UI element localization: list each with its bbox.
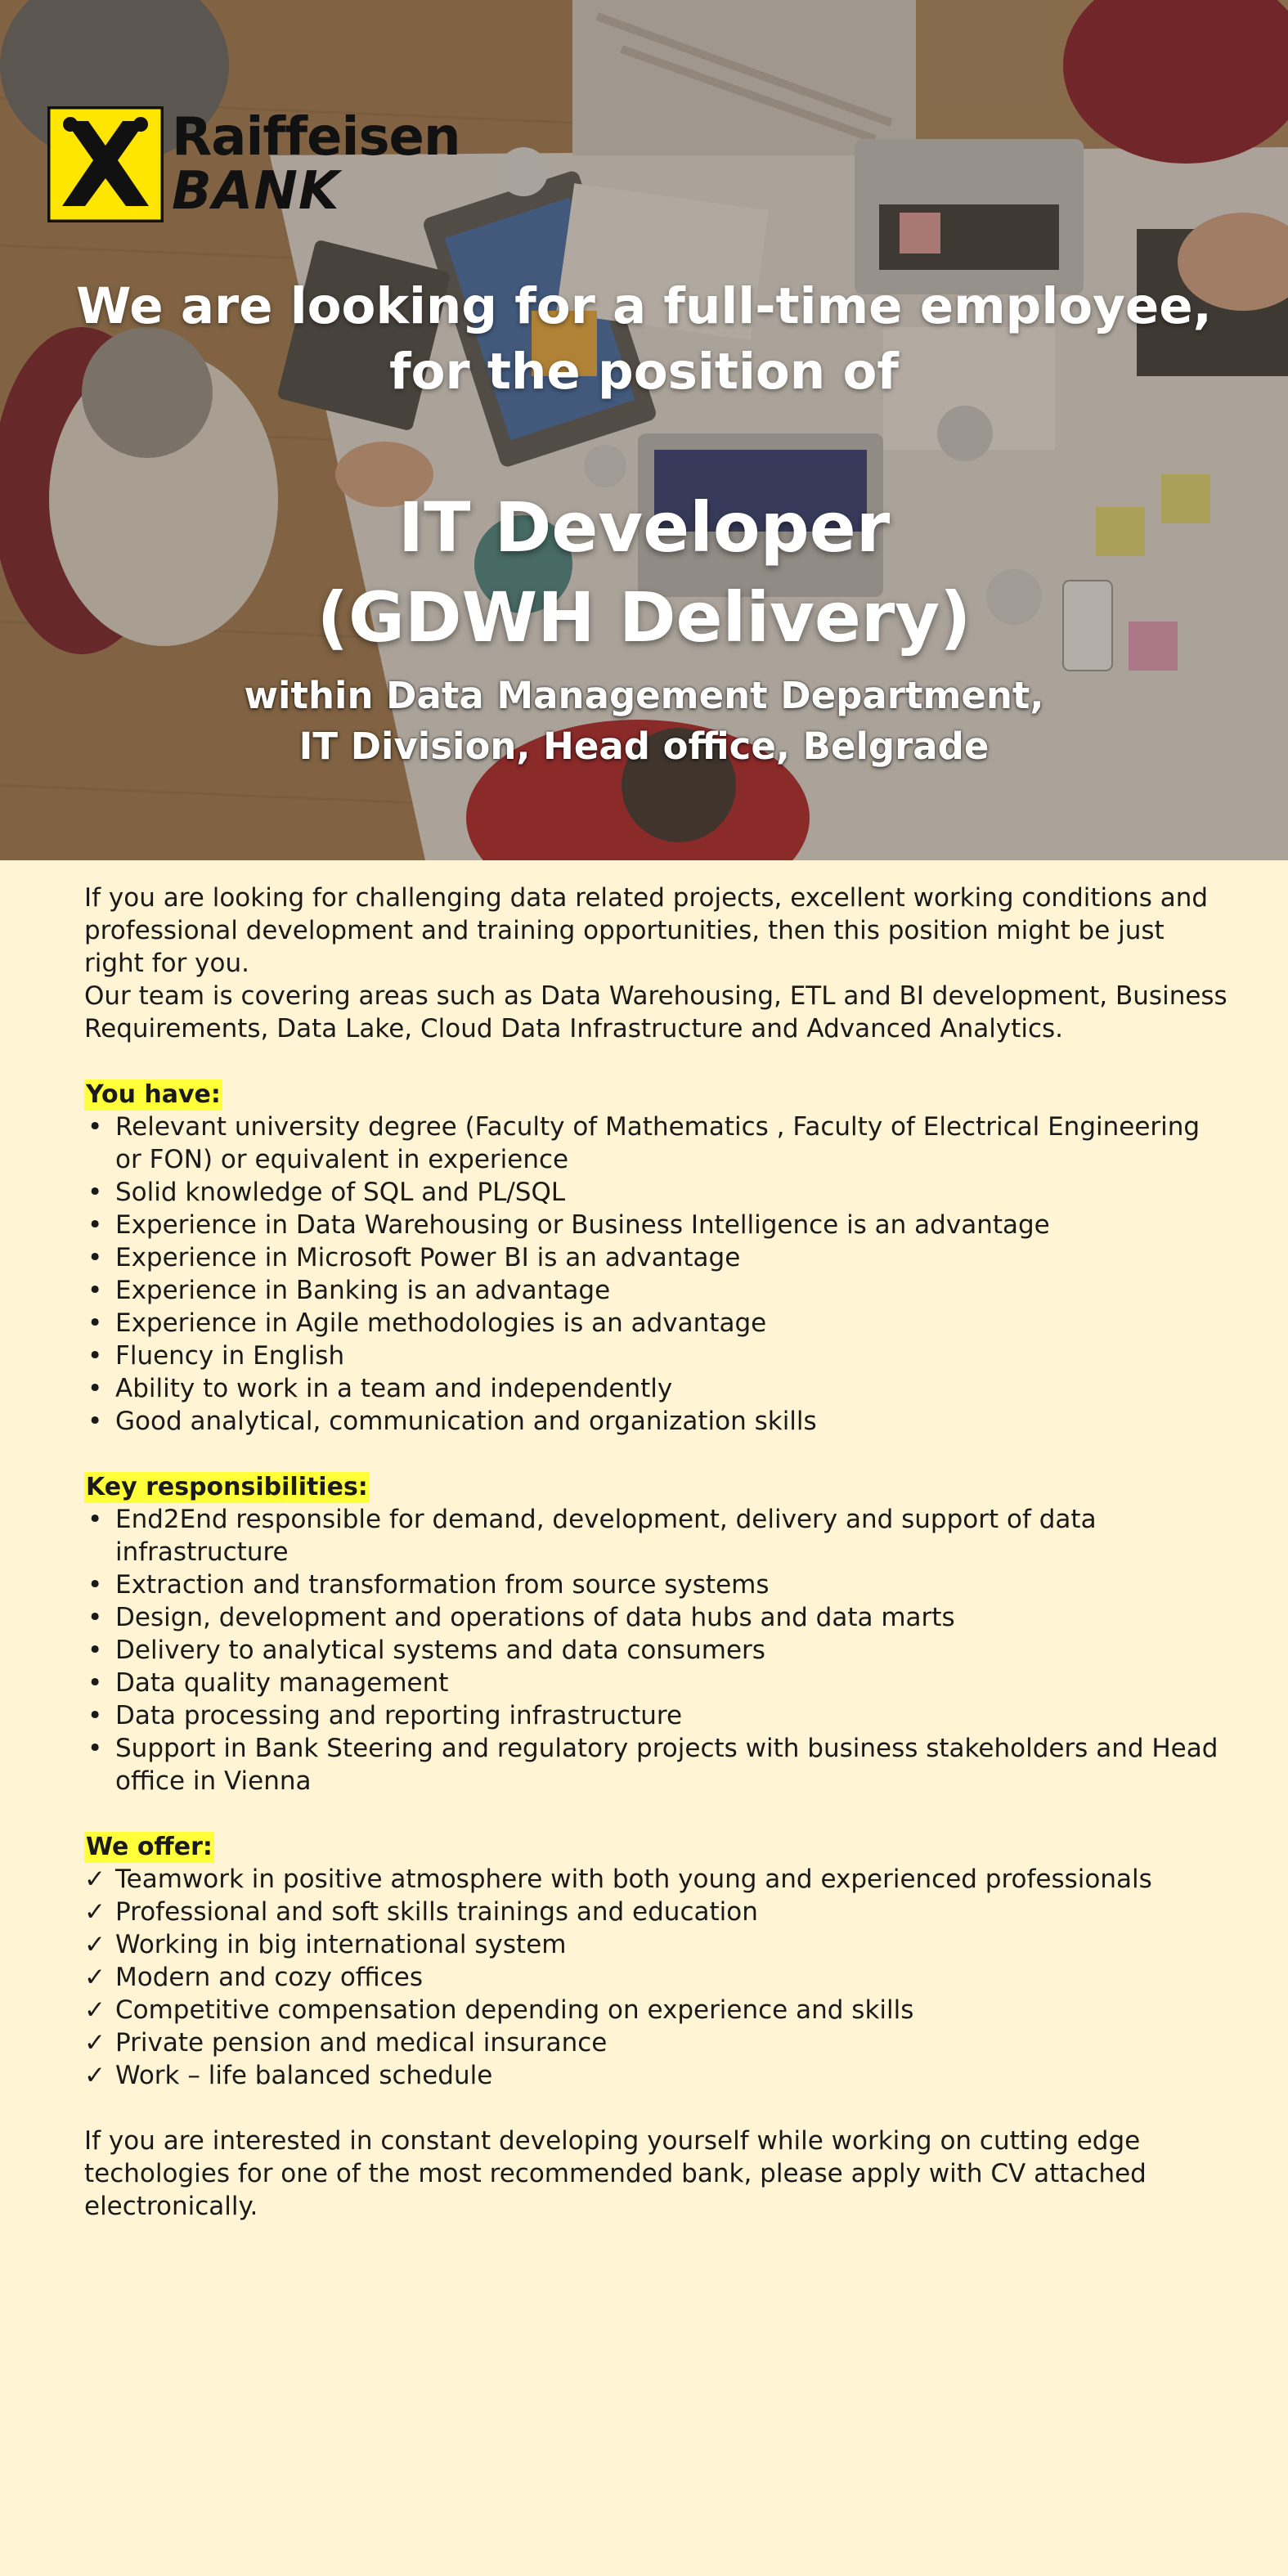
raiffeisen-logo: [47, 106, 460, 222]
logo-wordmark-line1: Raiffeisen: [172, 107, 460, 168]
job-title-line1: IT Developer: [397, 487, 891, 568]
we-offer-list: [84, 1863, 1229, 2092]
requirement-item: [84, 1209, 1229, 1241]
offer-item-text: Competitive compensation depending on experience and skills: [115, 1995, 914, 2025]
responsibilities-heading: Key responsibilities:: [86, 1473, 368, 1501]
offer-item-text: Teamwork in positive atmosphere with both young and experienced professionals: [115, 1865, 1152, 1894]
responsibility-item-text: Delivery to analytical systems and data consumers: [115, 1636, 765, 1665]
bullet-icon: •: [88, 1636, 103, 1665]
requirement-item: [84, 1241, 1229, 1274]
requirement-item: [84, 1274, 1229, 1307]
responsibility-item: [84, 1732, 1229, 1797]
bullet-icon: •: [88, 1210, 103, 1240]
requirement-item: [84, 1372, 1229, 1405]
intro-paragraph-2: Our team is covering areas such as Data Warehousing, ETL and BI development, Business Requirements, Data Lake, Cloud Data Infrastructure and Advanced Analytics.: [84, 981, 1227, 1043]
responsibility-item-text: Data quality management: [115, 1668, 449, 1698]
bullet-icon: •: [88, 1734, 103, 1763]
offer-item: [84, 1863, 1229, 1896]
raiffeisen-gable-cross-icon: [47, 106, 164, 222]
responsibility-item: [84, 1634, 1229, 1667]
job-title-line2: (GDWH Delivery): [316, 577, 972, 657]
responsibility-item: [84, 1699, 1229, 1732]
requirement-item-text: Experience in Agile methodologies is an advantage: [115, 1308, 767, 1338]
bullet-icon: •: [88, 1505, 103, 1534]
logo-wordmark-line2: BANK: [172, 161, 340, 222]
responsibility-item-text: Extraction and transformation from source systems: [115, 1570, 770, 1600]
responsibility-item-text: Design, development and operations of data hubs and data marts: [115, 1603, 955, 1632]
offer-item-text: Professional and soft skills trainings and education: [115, 1897, 758, 1927]
responsibility-item: [84, 1601, 1229, 1634]
responsibility-item-text: Support in Bank Steering and regulatory projects with business stakeholders and Head office in Vienna: [115, 1734, 1218, 1796]
requirement-item-text: Ability to work in a team and independently: [115, 1374, 673, 1403]
offer-item: [84, 1961, 1229, 1994]
requirement-item-text: Good analytical, communication and organization skills: [115, 1407, 817, 1436]
requirement-item-text: Solid knowledge of SQL and PL/SQL: [115, 1178, 566, 1207]
bullet-icon: •: [88, 1341, 103, 1371]
bullet-icon: •: [88, 1603, 103, 1632]
responsibility-item-text: Data processing and reporting infrastructure: [115, 1701, 683, 1730]
requirement-item-text: Relevant university degree (Faculty of Mathematics , Faculty of Electrical Engineering or FON) or equivalent in experience: [115, 1112, 1200, 1174]
requirement-item-text: Fluency in English: [115, 1341, 345, 1371]
bullet-icon: •: [88, 1374, 103, 1403]
check-icon: ✓: [84, 2028, 105, 2058]
hero-heading: We are looking for a full-time employee, for the position of: [76, 277, 1212, 401]
requirement-item: [84, 1176, 1229, 1209]
requirement-item-text: Experience in Data Warehousing or Business Intelligence is an advantage: [115, 1210, 1050, 1240]
department-line1: within Data Management Department,: [244, 674, 1044, 717]
requirement-item-text: Experience in Microsoft Power BI is an advantage: [115, 1243, 741, 1272]
offer-item: [84, 2026, 1229, 2059]
offer-item: [84, 1994, 1229, 2026]
offer-item-text: Modern and cozy offices: [115, 1963, 424, 1992]
closing-paragraph: If you are interested in constant developing yourself while working on cutting edge techologies for one of the most recommended bank, please apply with CV attached electronically.: [84, 2126, 1147, 2221]
you-have-heading: You have:: [86, 1080, 221, 1109]
requirement-item: [84, 1340, 1229, 1372]
department-line2: IT Division, Head office, Belgrade: [298, 725, 990, 768]
offer-item-text: Work – life balanced schedule: [115, 2061, 493, 2090]
responsibility-item: [84, 1503, 1229, 1568]
requirement-item: [84, 1405, 1229, 1438]
bullet-icon: •: [88, 1407, 103, 1436]
job-title: [49, 482, 1239, 662]
job-description: [84, 882, 1229, 2223]
requirement-item: [84, 1111, 1229, 1176]
you-have-list: [84, 1111, 1229, 1438]
bullet-icon: •: [88, 1570, 103, 1600]
responsibility-item: [84, 1667, 1229, 1699]
requirement-item-text: Experience in Banking is an advantage: [115, 1276, 611, 1305]
requirement-item: [84, 1307, 1229, 1340]
hero-banner: [0, 0, 1288, 860]
responsibilities-list: [84, 1503, 1229, 1797]
check-icon: ✓: [84, 1897, 105, 1927]
check-icon: ✓: [84, 1963, 105, 1992]
department-subtitle: [49, 671, 1239, 772]
offer-item: [84, 2059, 1229, 2092]
bullet-icon: •: [88, 1668, 103, 1698]
bullet-icon: •: [88, 1178, 103, 1207]
we-offer-heading: We offer:: [86, 1833, 213, 1861]
check-icon: ✓: [84, 1995, 105, 2025]
bullet-icon: •: [88, 1276, 103, 1305]
offer-item: [84, 1896, 1229, 1928]
responsibility-item: [84, 1568, 1229, 1601]
offer-item-text: Working in big international system: [115, 1930, 567, 1959]
check-icon: ✓: [84, 1930, 105, 1959]
intro-paragraph-1: If you are looking for challenging data related projects, excellent working conditions and professional development and training opportunities, then this position might be just right for you.: [84, 883, 1209, 978]
bullet-icon: •: [88, 1243, 103, 1272]
offer-item-text: Private pension and medical insurance: [115, 2028, 608, 2058]
check-icon: ✓: [84, 2061, 105, 2090]
offer-item: [84, 1928, 1229, 1961]
bullet-icon: •: [88, 1112, 103, 1142]
bullet-icon: •: [88, 1308, 103, 1338]
check-icon: ✓: [84, 1865, 105, 1894]
responsibility-item-text: End2End responsible for demand, development, delivery and support of data infrastructure: [115, 1505, 1097, 1567]
bullet-icon: •: [88, 1701, 103, 1730]
